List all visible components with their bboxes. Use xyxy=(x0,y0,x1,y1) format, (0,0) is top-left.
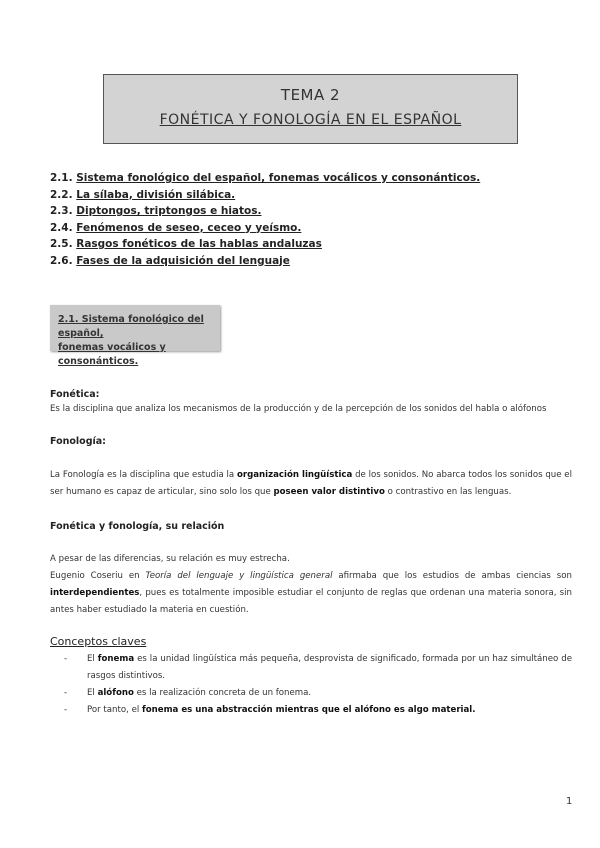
bold-term: fonema es una abstracción mientras que el alófono es algo material. xyxy=(141,705,476,715)
fonetica-definition: Es la disciplina que analiza los mecanismos de la producción y de la percepción de los sonidos del habla o alófonos xyxy=(50,404,547,414)
toc-link[interactable]: La sílaba, división silábica. xyxy=(76,188,236,201)
relacion-paragraph: Eugenio Coseriu en Teoría del lenguaje y lingüística general afirmaba que los estudios de ambas ciencias son interdependientes, pues es totalmente imposible estudiar el conjunto de reglas que ordenan una materia sonora, sin antes haber estudiado la materia en cuestión. xyxy=(50,571,572,615)
bullet-dash: - xyxy=(64,654,68,664)
bullet-dash: - xyxy=(64,705,68,715)
toc-link[interactable]: Rasgos fonéticos de las hablas andaluzas xyxy=(76,238,322,250)
list-item: - Por tanto, el fonema es una abstracción mientras que el alófono es algo material. xyxy=(50,702,572,719)
bold-term: fonema xyxy=(97,654,135,664)
toc-number: 2.3. xyxy=(50,205,73,217)
bold-term: alófono xyxy=(97,688,134,698)
toc-link[interactable]: Sistema fonológico del español, fonemas vocálicos y consonánticos. xyxy=(76,172,481,184)
toc-item[interactable] xyxy=(50,220,480,237)
section-heading-line: 2.1. Sistema fonológico del español, xyxy=(58,314,204,339)
fonologia-heading: Fonología: xyxy=(50,436,106,447)
toc-link[interactable]: Diptongos, triptongos e hiatos. xyxy=(76,205,262,217)
toc-link[interactable]: Fases de la adquisición del lenguaje xyxy=(76,254,290,267)
table-of-contents xyxy=(50,170,480,269)
relacion-intro: A pesar de las diferencias, su relación es muy estrecha. xyxy=(50,554,290,564)
title-box xyxy=(103,74,518,144)
section-heading-box xyxy=(50,305,220,367)
conceptos-list xyxy=(50,651,572,719)
list-item: - El alófono es la realización concreta de un fonema. xyxy=(50,685,572,702)
fonetica-heading: Fonética: xyxy=(50,389,100,400)
book-title: Teoría del lenguaje y lingüística general xyxy=(145,571,333,581)
toc-item[interactable] xyxy=(50,253,480,270)
bold-term: organización lingüística xyxy=(236,470,353,480)
bold-term: poseen valor distintivo xyxy=(273,487,385,497)
toc-number: 2.1. xyxy=(50,172,73,184)
document-subtitle: FONÉTICA Y FONOLOGÍA EN EL ESPAÑOL xyxy=(159,112,462,128)
toc-number: 2.4. xyxy=(50,221,73,234)
list-item: - El fonema es la unidad lingüística más pequeña, desprovista de significado, formada por un haz simultáneo de rasgos distintivos. xyxy=(50,651,572,685)
toc-item[interactable] xyxy=(50,170,480,187)
relacion-heading: Fonética y fonología, su relación xyxy=(50,521,225,532)
toc-item[interactable] xyxy=(50,187,480,204)
bullet-dash: - xyxy=(64,688,68,698)
toc-link[interactable]: Fenómenos de seseo, ceceo y yeísmo. xyxy=(76,221,302,234)
bold-term: interdependientes xyxy=(50,588,140,598)
conceptos-heading: Conceptos claves xyxy=(50,635,147,648)
document-title: TEMA 2 xyxy=(280,86,341,104)
toc-number: 2.2. xyxy=(50,188,73,201)
toc-item[interactable] xyxy=(50,203,480,220)
toc-item[interactable] xyxy=(50,236,480,253)
section-heading-line: fonemas vocálicos y consonánticos. xyxy=(58,342,166,367)
toc-number: 2.6. xyxy=(50,254,73,267)
page-number: 1 xyxy=(566,796,573,807)
fonologia-paragraph: La Fonología es la disciplina que estudia la organización lingüística de los sonidos. No abarca todos los sonidos que el ser humano es capaz de articular, sino solo los que poseen valor distintivo o contrastivo en las lenguas. xyxy=(50,470,572,497)
toc-number: 2.5. xyxy=(50,238,73,250)
